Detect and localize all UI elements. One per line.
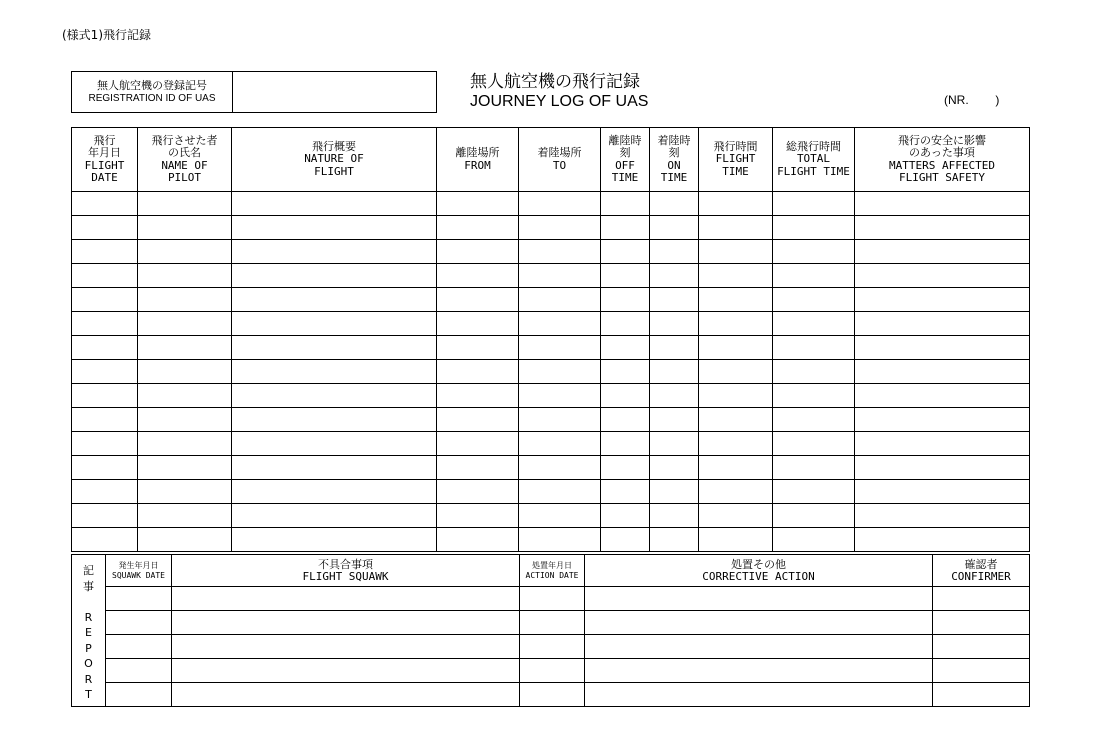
report-cell[interactable] <box>172 611 520 635</box>
table-cell[interactable] <box>72 384 138 408</box>
table-cell[interactable] <box>699 384 773 408</box>
report-cell[interactable] <box>520 611 585 635</box>
table-cell[interactable] <box>232 264 437 288</box>
table-cell[interactable] <box>232 240 437 264</box>
table-header-row <box>72 128 1030 192</box>
table-row <box>72 360 1030 384</box>
table-cell[interactable] <box>601 384 650 408</box>
report-row <box>72 659 1030 683</box>
title-en: JOURNEY LOG OF UAS <box>470 93 649 110</box>
table-cell[interactable] <box>773 480 855 504</box>
table-cell[interactable] <box>773 456 855 480</box>
table-cell[interactable] <box>773 312 855 336</box>
table-cell[interactable] <box>232 216 437 240</box>
registration-label-ja: 無人航空機の登録記号 <box>97 79 207 92</box>
table-cell[interactable] <box>601 240 650 264</box>
table-row <box>72 384 1030 408</box>
table-cell[interactable] <box>519 528 601 552</box>
table-cell[interactable] <box>519 240 601 264</box>
table-cell[interactable] <box>437 216 519 240</box>
table-cell[interactable] <box>855 504 1030 528</box>
table-cell[interactable] <box>650 528 699 552</box>
header-pilot-name: 飛行させた者 の氏名 NAME OF PILOT <box>138 128 232 192</box>
registration-id-field[interactable] <box>233 72 436 112</box>
table-cell[interactable] <box>72 288 138 312</box>
table-cell[interactable] <box>855 384 1030 408</box>
report-cell[interactable] <box>520 587 585 611</box>
table-cell[interactable] <box>773 216 855 240</box>
table-cell[interactable] <box>519 480 601 504</box>
report-cell[interactable] <box>106 635 172 659</box>
header-flight-squawk: 不具合事項 FLIGHT SQUAWK <box>172 555 520 587</box>
table-cell[interactable] <box>855 408 1030 432</box>
table-cell[interactable] <box>650 288 699 312</box>
table-cell[interactable] <box>601 432 650 456</box>
table-cell[interactable] <box>773 528 855 552</box>
table-cell[interactable] <box>232 408 437 432</box>
table-cell[interactable] <box>138 264 232 288</box>
table-cell[interactable] <box>437 384 519 408</box>
table-cell[interactable] <box>437 432 519 456</box>
table-cell[interactable] <box>138 288 232 312</box>
header-on-time: 着陸時 刻 ON TIME <box>650 128 699 192</box>
table-cell[interactable] <box>138 360 232 384</box>
table-cell[interactable] <box>232 360 437 384</box>
table-row <box>72 336 1030 360</box>
header-corrective-action: 処置その他 CORRECTIVE ACTION <box>585 555 933 587</box>
table-cell[interactable] <box>650 264 699 288</box>
table-cell[interactable] <box>232 528 437 552</box>
table-cell[interactable] <box>138 456 232 480</box>
table-cell[interactable] <box>519 264 601 288</box>
table-cell[interactable] <box>72 336 138 360</box>
table-cell[interactable] <box>855 528 1030 552</box>
table-cell[interactable] <box>138 384 232 408</box>
report-side-label <box>72 555 106 707</box>
table-cell[interactable] <box>232 456 437 480</box>
report-row <box>72 587 1030 611</box>
table-cell[interactable] <box>519 384 601 408</box>
report-cell[interactable] <box>106 659 172 683</box>
table-cell[interactable] <box>773 192 855 216</box>
table-cell[interactable] <box>519 288 601 312</box>
table-cell[interactable] <box>232 504 437 528</box>
table-row <box>72 528 1030 552</box>
table-row <box>72 408 1030 432</box>
table-cell[interactable] <box>855 480 1030 504</box>
table-cell[interactable] <box>437 288 519 312</box>
table-cell[interactable] <box>650 240 699 264</box>
table-cell[interactable] <box>855 336 1030 360</box>
table-cell[interactable] <box>855 360 1030 384</box>
table-row <box>72 456 1030 480</box>
table-cell[interactable] <box>519 312 601 336</box>
table-cell[interactable] <box>773 336 855 360</box>
table-cell[interactable] <box>232 192 437 216</box>
header-matters-affected: 飛行の安全に影響 のあった事項 MATTERS AFFECTED FLIGHT SAFETY <box>855 128 1030 192</box>
table-cell[interactable] <box>138 312 232 336</box>
header-confirmer: 確認者 CONFIRMER <box>933 555 1030 587</box>
report-cell[interactable] <box>933 683 1030 707</box>
header-squawk-date: 発生年月日 SQUAWK DATE <box>106 555 172 587</box>
table-cell[interactable] <box>437 264 519 288</box>
journey-log-table <box>71 127 1030 552</box>
table-cell[interactable] <box>138 408 232 432</box>
table-cell[interactable] <box>699 288 773 312</box>
report-cell[interactable] <box>520 659 585 683</box>
table-cell[interactable] <box>232 336 437 360</box>
table-cell[interactable] <box>773 504 855 528</box>
table-cell[interactable] <box>601 192 650 216</box>
report-cell[interactable] <box>106 683 172 707</box>
table-cell[interactable] <box>437 408 519 432</box>
registration-id-label <box>72 72 233 112</box>
table-cell[interactable] <box>437 240 519 264</box>
table-row <box>72 192 1030 216</box>
table-cell[interactable] <box>855 264 1030 288</box>
table-cell[interactable] <box>601 528 650 552</box>
table-cell[interactable] <box>699 456 773 480</box>
header-from: 離陸場所 FROM <box>437 128 519 192</box>
table-cell[interactable] <box>437 312 519 336</box>
table-cell[interactable] <box>519 336 601 360</box>
report-cell[interactable] <box>585 587 933 611</box>
table-cell[interactable] <box>601 504 650 528</box>
table-cell[interactable] <box>519 216 601 240</box>
table-cell[interactable] <box>601 288 650 312</box>
table-cell[interactable] <box>855 216 1030 240</box>
table-row <box>72 312 1030 336</box>
table-cell[interactable] <box>601 336 650 360</box>
table-cell[interactable] <box>72 360 138 384</box>
report-row <box>72 635 1030 659</box>
table-cell[interactable] <box>437 528 519 552</box>
table-cell[interactable] <box>855 312 1030 336</box>
report-header-row <box>72 555 1030 587</box>
table-row <box>72 432 1030 456</box>
report-side-text: 記 事 R E P O R T <box>83 564 94 701</box>
header-to: 着陸場所 TO <box>519 128 601 192</box>
report-cell[interactable] <box>933 587 1030 611</box>
table-cell[interactable] <box>519 408 601 432</box>
table-cell[interactable] <box>699 312 773 336</box>
table-cell[interactable] <box>855 192 1030 216</box>
table-cell[interactable] <box>437 456 519 480</box>
table-cell[interactable] <box>138 336 232 360</box>
table-cell[interactable] <box>232 384 437 408</box>
report-cell[interactable] <box>172 587 520 611</box>
table-row <box>72 288 1030 312</box>
header-flight-date: 飛行 年月日 FLIGHT DATE <box>72 128 138 192</box>
table-cell[interactable] <box>72 432 138 456</box>
report-cell[interactable] <box>106 587 172 611</box>
table-cell[interactable] <box>72 480 138 504</box>
report-cell[interactable] <box>933 611 1030 635</box>
report-cell[interactable] <box>585 659 933 683</box>
table-cell[interactable] <box>650 360 699 384</box>
table-cell[interactable] <box>72 264 138 288</box>
table-cell[interactable] <box>650 408 699 432</box>
table-row <box>72 504 1030 528</box>
table-row <box>72 216 1030 240</box>
table-cell[interactable] <box>699 216 773 240</box>
table-cell[interactable] <box>72 192 138 216</box>
table-cell[interactable] <box>773 288 855 312</box>
report-cell[interactable] <box>172 659 520 683</box>
registration-id-box <box>71 71 437 113</box>
table-cell[interactable] <box>699 192 773 216</box>
table-cell[interactable] <box>855 456 1030 480</box>
table-cell[interactable] <box>601 456 650 480</box>
form-number-label: (様式1)飛行記録 <box>62 28 151 42</box>
table-cell[interactable] <box>650 480 699 504</box>
report-rows <box>72 555 1030 707</box>
report-row <box>72 611 1030 635</box>
report-row <box>72 683 1030 707</box>
table-cell[interactable] <box>601 312 650 336</box>
table-cell[interactable] <box>650 384 699 408</box>
table-cell[interactable] <box>72 456 138 480</box>
table-cell[interactable] <box>601 480 650 504</box>
table-cell[interactable] <box>699 336 773 360</box>
table-row <box>72 264 1030 288</box>
table-cell[interactable] <box>699 432 773 456</box>
registration-label-en: REGISTRATION ID OF UAS <box>88 93 216 104</box>
table-cell[interactable] <box>699 240 773 264</box>
table-cell[interactable] <box>138 528 232 552</box>
table-cell[interactable] <box>650 216 699 240</box>
table-cell[interactable] <box>138 504 232 528</box>
table-cell[interactable] <box>601 408 650 432</box>
header-action-date: 処置年月日 ACTION DATE <box>520 555 585 587</box>
table-cell[interactable] <box>437 480 519 504</box>
table-cell[interactable] <box>72 216 138 240</box>
header-total-flight-time: 総飛行時間 TOTAL FLIGHT TIME <box>773 128 855 192</box>
header-nature-of-flight: 飛行概要 NATURE OF FLIGHT <box>232 128 437 192</box>
table-cell[interactable] <box>138 216 232 240</box>
report-cell[interactable] <box>585 611 933 635</box>
page-number-label: (NR. ) <box>944 93 1000 107</box>
table-cell[interactable] <box>138 480 232 504</box>
table-cell[interactable] <box>650 312 699 336</box>
table-cell[interactable] <box>519 504 601 528</box>
table-cell[interactable] <box>72 408 138 432</box>
table-cell[interactable] <box>773 264 855 288</box>
report-cell[interactable] <box>172 635 520 659</box>
table-cell[interactable] <box>519 192 601 216</box>
report-cell[interactable] <box>106 611 172 635</box>
table-cell[interactable] <box>437 504 519 528</box>
table-cell[interactable] <box>699 408 773 432</box>
report-cell[interactable] <box>585 635 933 659</box>
table-cell[interactable] <box>72 504 138 528</box>
table-cell[interactable] <box>601 264 650 288</box>
table-cell[interactable] <box>699 264 773 288</box>
table-cell[interactable] <box>519 432 601 456</box>
table-cell[interactable] <box>650 432 699 456</box>
table-cell[interactable] <box>519 360 601 384</box>
report-table <box>71 554 1030 707</box>
table-cell[interactable] <box>650 504 699 528</box>
table-row <box>72 480 1030 504</box>
table-cell[interactable] <box>773 432 855 456</box>
table-cell[interactable] <box>232 432 437 456</box>
table-cell[interactable] <box>72 528 138 552</box>
table-cell[interactable] <box>699 504 773 528</box>
table-cell[interactable] <box>437 360 519 384</box>
table-cell[interactable] <box>437 192 519 216</box>
table-cell[interactable] <box>601 360 650 384</box>
table-cell[interactable] <box>232 480 437 504</box>
table-cell[interactable] <box>855 432 1030 456</box>
table-cell[interactable] <box>650 192 699 216</box>
table-cell[interactable] <box>138 432 232 456</box>
table-cell[interactable] <box>650 456 699 480</box>
report-cell[interactable] <box>520 683 585 707</box>
report-cell[interactable] <box>585 683 933 707</box>
report-cell[interactable] <box>520 635 585 659</box>
header-off-time: 離陸時 刻 OFF TIME <box>601 128 650 192</box>
table-cell[interactable] <box>699 480 773 504</box>
table-cell[interactable] <box>699 528 773 552</box>
table-row <box>72 240 1030 264</box>
table-cell[interactable] <box>773 240 855 264</box>
header-flight-time: 飛行時間 FLIGHT TIME <box>699 128 773 192</box>
table-cell[interactable] <box>519 456 601 480</box>
table-cell[interactable] <box>232 288 437 312</box>
table-cell[interactable] <box>437 336 519 360</box>
table-cell[interactable] <box>650 336 699 360</box>
report-cell[interactable] <box>933 659 1030 683</box>
table-cell[interactable] <box>855 288 1030 312</box>
table-cell[interactable] <box>855 240 1030 264</box>
page-title <box>470 72 648 112</box>
table-cell[interactable] <box>773 384 855 408</box>
table-cell[interactable] <box>232 312 437 336</box>
table-cell[interactable] <box>601 216 650 240</box>
table-cell[interactable] <box>699 360 773 384</box>
table-cell[interactable] <box>138 192 232 216</box>
table-cell[interactable] <box>773 360 855 384</box>
table-cell[interactable] <box>72 312 138 336</box>
report-cell[interactable] <box>933 635 1030 659</box>
title-ja: 無人航空機の飛行記録 <box>470 72 640 92</box>
journey-log-rows <box>72 192 1030 552</box>
report-cell[interactable] <box>172 683 520 707</box>
table-cell[interactable] <box>773 408 855 432</box>
table-cell[interactable] <box>138 240 232 264</box>
table-cell[interactable] <box>72 240 138 264</box>
